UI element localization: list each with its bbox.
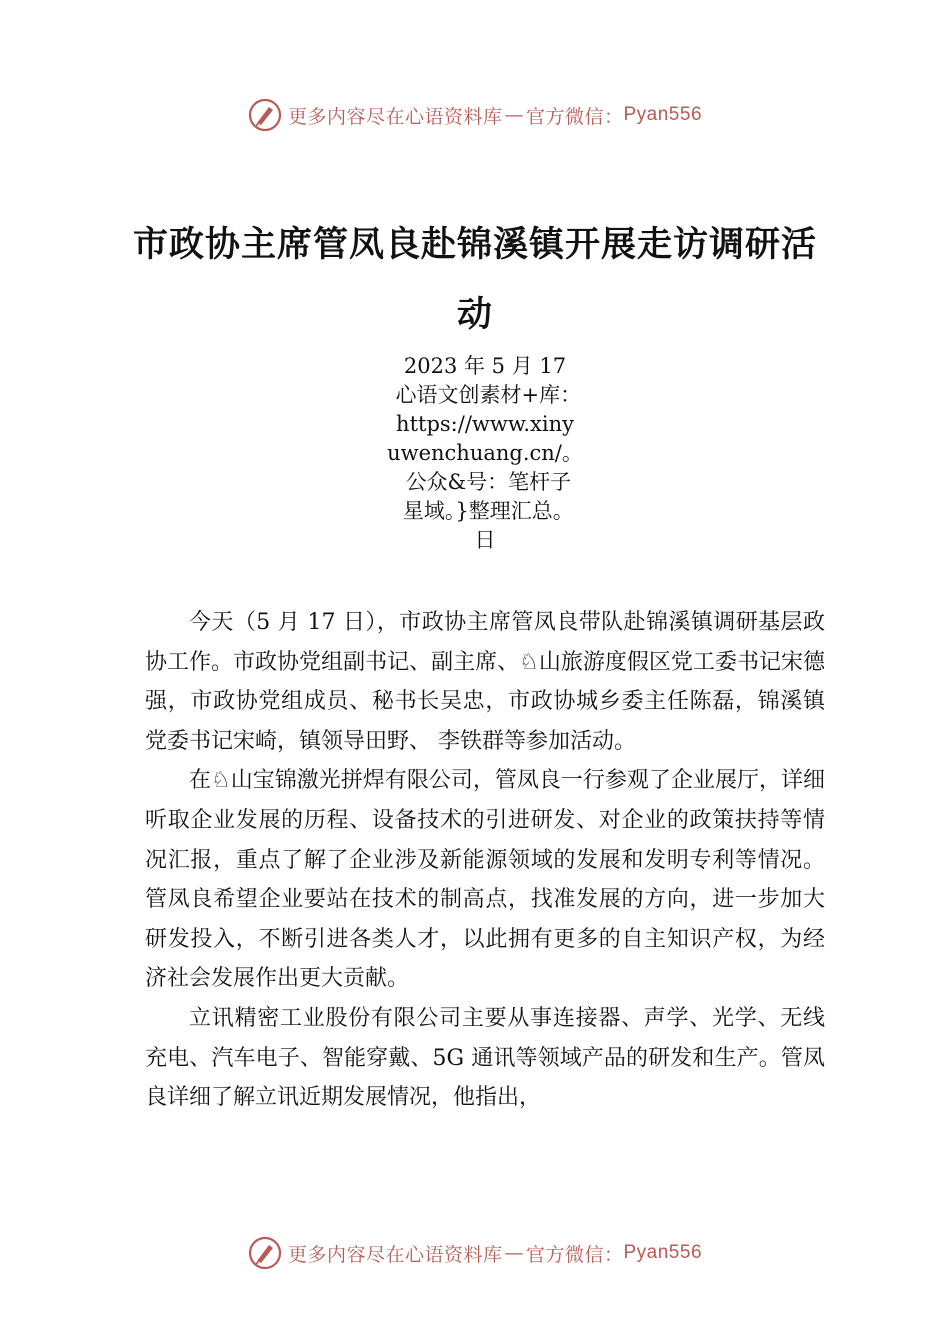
paragraph-1: 今天（5 月 17 日），市政协主席管凤良带队赴锦溪镇调研基层政协工作。市政协党组副书记、副主席、♘山旅游度假区党工委书记宋德强，市政协党组成员、秘书长吴忠，市政协城乡委主任陈磊，锦溪镇党委书记宋崎，镇领导田野、 李铁群等参加活动。: [145, 610, 825, 754]
watermark-wechat-id: Pyan556: [623, 1242, 703, 1263]
article-meta: 2023 年 5 月 17 心语文创素材+库： https://www.xiny uwenchuang.cn/。 公众&号：笔杆子 星域。}整理汇总。 日: [387, 354, 583, 552]
watermark-text: 更多内容尽在心语资料库: [287, 105, 503, 128]
watermark-header: [0, 93, 950, 137]
watermark-wechat-id: Pyan556: [623, 104, 703, 125]
pen-logo-icon: [248, 98, 282, 132]
watermark-wechat-label: 官方微信：: [525, 105, 624, 128]
watermark-footer: [0, 1231, 950, 1275]
watermark-text: 更多内容尽在心语资料库: [287, 1243, 503, 1266]
paragraph-3: 立讯精密工业股份有限公司主要从事连接器、声学、光学、无线充电、汽车电子、智能穿戴、5G 通讯等领域产品的研发和生产。管凤良详细了解立讯近期发展情况，他指出，: [145, 1005, 825, 1111]
paragraph-2: 在♘山宝锦激光拼焊有限公司，管凤良一行参观了企业展厅，详细听取企业发展的历程、设备技术的引进研发、对企业的政策扶持等情况汇报，重点了解了企业涉及新能源领域的发展和发明专利等情况。管凤良希望企业要站在技术的制高点，找准发展的方向，进一步加大研发投入，不断引进各类人才，以此拥有更多的自主知识产权，为经济社会发展作出更大贡献。: [145, 768, 825, 992]
article-title: 市政协主席管凤良赴锦溪镇开展走访调研活动: [132, 224, 817, 335]
watermark-separator: —: [504, 104, 524, 126]
pen-logo-icon: [248, 1236, 282, 1270]
article-body: [145, 603, 825, 1118]
watermark-wechat-label: 官方微信：: [525, 1243, 624, 1266]
watermark-separator: —: [504, 1242, 524, 1264]
